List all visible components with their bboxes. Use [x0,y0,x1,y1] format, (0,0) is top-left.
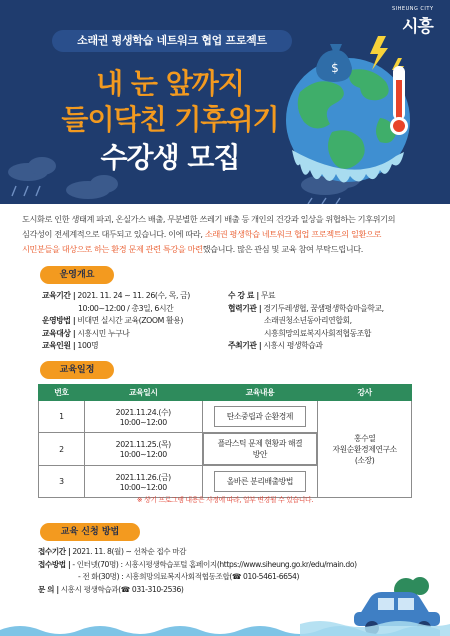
row-datetime [84,401,202,433]
row-content-text: 올바른 분리배출방법 [214,471,306,492]
schedule-table [38,384,412,498]
intro-line-3 [22,242,432,257]
fee-value: 무료 [260,291,276,300]
fee-key: 수 강 료 | [228,291,259,300]
logo-city-text: SIHEUNG CITY [392,6,434,12]
col-header-content: 교육내용 [202,385,318,401]
row-content [202,466,318,498]
apply-method-value-1: - 인터넷(70명) : 시흥시평생학습포털 홈페이지(https://www.siheung.go.kr/edu/main.do) [72,559,357,569]
rain-drops-icon [12,186,340,204]
row-no: 3 [39,466,85,498]
period-value: 2021. 11. 24 ~ 11. 26(수, 목, 금) [77,291,190,300]
lecturer-name: 홍수열 [353,433,376,443]
table-row [39,401,412,433]
hero-banner [0,0,450,204]
table-header-row [39,385,412,401]
overview-right [228,290,384,353]
title-line-2: 들이닥친 기후위기 [61,103,279,136]
overview-label: 운영개요 [40,266,114,284]
row-content-text: 플라스틱 문제 현황과 해결방안 [203,433,318,465]
lecturer-role: (소장) [354,455,375,465]
intro-line-3-highlight: 시민분들을 대상으로 하는 환경 문제 관련 특강을 마련 [22,244,203,254]
col-header-lecturer: 강사 [318,385,412,401]
contact-key: 문 의 | [38,584,59,594]
row-datetime [84,466,202,498]
host-key: 주최기관 | [228,341,262,350]
method-key: 운영방법 | [42,316,76,325]
row-content [202,401,318,433]
host-value: 시흥시 평생학습과 [263,341,323,350]
people-value: 100명 [77,341,99,350]
intro-line-1: 도시화로 인한 생태계 파괴, 온실가스 배출, 무분별한 쓰레기 배출 등 개인의 건강과 일상을 위협하는 기후위기의 [22,214,396,224]
row-time: 10:00~12:00 [119,450,167,459]
row-date: 2021.11.26.(금) [115,472,171,482]
col-header-date: 교육일시 [84,385,202,401]
apply-method-value-2: - 전 화(30명) : 시흥희망의료복지사회적협동조합(☎ 010-5461-6654) [78,572,300,581]
contact-value: 시흥시 평생학습과(☎ 031-310-2536) [60,584,184,594]
row-no: 1 [39,401,85,433]
row-content-text: 탄소중립과 순환경제 [214,406,306,427]
schedule-label: 교육일정 [40,361,114,379]
row-content [202,433,318,466]
org-value-2: 소래권청소년동아리연합회, [264,316,352,325]
flood-illustration [0,540,450,636]
method-value: 비대면 실시간 교육(ZOOM 활용) [77,316,183,325]
row-datetime [84,433,202,466]
title-line-3: 수강생 모집 [100,141,240,174]
row-no: 2 [39,433,85,466]
intro-line-2a: 심각성이 전세계적으로 대두되고 있습니다. 이에 따라, [22,229,205,239]
project-label: 소래권 평생학습 네트워크 협업 프로젝트 [52,30,292,52]
intro-line-3b: 했습니다. 많은 관심 및 교육 참여 부탁드립니다. [202,244,363,254]
people-key: 교육인원 | [42,341,76,350]
target-value: 시흥시민 누구나 [77,328,130,338]
row-time: 10:00~12:00 [119,417,167,427]
col-header-no: 번호 [39,385,85,401]
overview-left [42,290,190,353]
row-date: 2021.11.24.(수) [115,407,171,417]
org-key: 협력기관 | [228,303,262,313]
apply-period-value: 2021. 11. 8(월) ~ 선착순 접수 마감 [72,547,187,556]
lecturer-org: 자원순환경제연구소 [332,444,397,454]
org-value-1: 경기두레생협, 꿈샘평생학습마을학교, [263,303,384,313]
logo-name-text: 시흥 [402,17,433,37]
org-value-3: 시흥희망의료복지사회적협동조합 [264,328,371,338]
period-value-2: 10:00~12:00 / 총3일, 6시간 [78,303,174,313]
apply-period-key: 접수기간 | [38,547,71,556]
target-key: 교육대상 | [42,328,76,338]
row-time: 10:00~12:00 [119,482,167,492]
lecturer-cell [318,401,412,498]
intro-paragraph [22,212,432,257]
schedule-note: ※ 상기 프로그램 내용은 사정에 따라, 일부 변경될 수 있습니다. [136,496,314,504]
intro-line-2 [22,227,432,242]
title-line-1: 내 눈 앞까지 [96,67,244,100]
svg-text:$: $ [331,61,339,75]
intro-line-2-highlight: 소래권 평생학습 네트워크 협업 프로젝트의 일환으로 [204,229,382,239]
row-date: 2021.11.25.(목) [115,440,171,449]
apply-method-key: 접수방법 | [38,559,71,569]
apply-label: 교육 신청 방법 [40,523,140,541]
siheung-logo [390,6,446,36]
period-key: 교육기간 | [42,291,76,300]
